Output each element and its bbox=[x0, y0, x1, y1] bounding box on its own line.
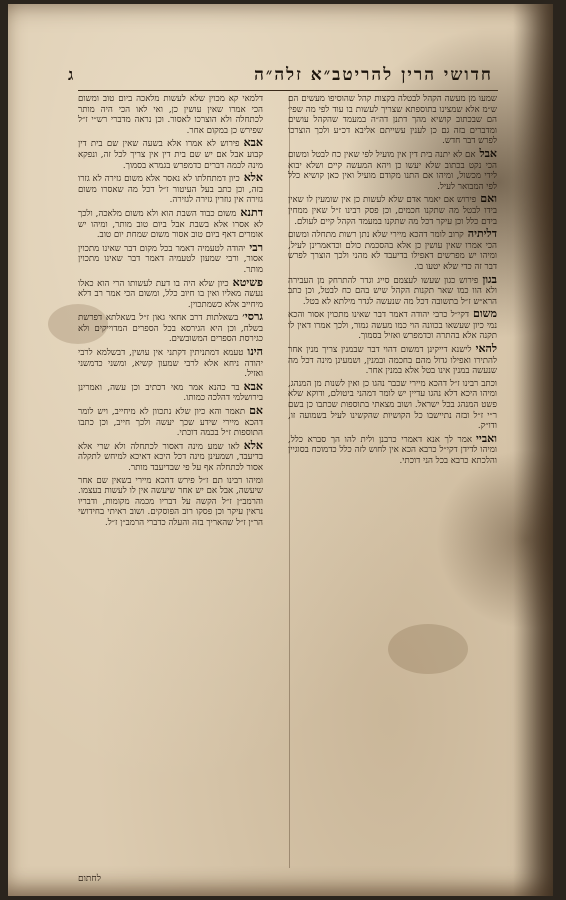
commentary-paragraph bbox=[78, 347, 263, 380]
lemma-heading: להאי bbox=[475, 342, 497, 356]
commentary-paragraph bbox=[288, 146, 497, 192]
lemma-heading: בגון bbox=[482, 272, 497, 286]
lemma-heading: רבי bbox=[249, 240, 263, 254]
commentary-paragraph bbox=[78, 379, 263, 404]
lemma-heading: אם bbox=[249, 404, 263, 418]
paragraph-text: כיון שלא היה בו דעת לעשותו הרי הוא כאלו נעשה מאליו ואין בו חיוב כלל, ומשום הכי אמר רב דלא מיחייב אלא כשמתכוין. bbox=[78, 278, 263, 310]
running-header bbox=[68, 62, 493, 88]
paragraph-text: שמעו מן מעשה הקהל לבטלה בקצות קהל שהוסיפו מעשים הם ש״מ אלא שמצינו בתוספתא שצריך לעשות בו עוד לפי מה שפי׳ הם שבכתוב קושיא מהך דתנן דה״ה במעמד שהקהל עושים ומדברים בזה גם כן לענין עשייתם אליבא דכ״ע ולכך הוצרכו לפרש דבר חדש. bbox=[288, 94, 497, 147]
paragraph-text: אמר לך אנא דאמרי כרבנן ולית להו הך סברא כלל, ומיהו לדידן דקי״ל כרבא הכא אין לחוש לזה כלל כדמוכח בסוגיין והלכתא כרבא בכל הני דוכתי. bbox=[288, 434, 497, 466]
paragraph-text: פירוש לא אמרו אלא בשעה שאין שם בית דין קבוע אבל אם יש שם בית דין אין צריך לכל זה, ונפקא מינה לכמה דברים כדמפרש בגמרא בסמוך. bbox=[78, 139, 263, 171]
lemma-heading: גרסי׳ bbox=[242, 310, 263, 324]
lemma-heading: אלא bbox=[243, 438, 263, 452]
commentary-paragraph bbox=[78, 406, 263, 439]
catchword: לחתום bbox=[78, 874, 101, 884]
commentary-paragraph bbox=[78, 94, 263, 136]
paragraph-text: קרוב לומר דהכא מיירי שלא נתן רשות מתחלה ומשום הכי אמרו שאין עושין כן אלא בהסכמת כולם וכדאמרינן לעיל, ומיהו יש מפרשים דאפילו בדיעבד לא מהני ולכך הוצרך לפרש דבר זה כדי שלא יטעו בו. bbox=[288, 230, 497, 272]
lemma-heading: משום bbox=[473, 307, 497, 321]
commentary-paragraph bbox=[288, 431, 497, 467]
commentary-paragraph bbox=[78, 438, 263, 474]
commentary-paragraph bbox=[78, 205, 263, 241]
header-rule bbox=[78, 90, 498, 91]
lemma-heading: פשיטא bbox=[232, 275, 263, 289]
commentary-paragraph bbox=[288, 344, 497, 377]
paragraph-text: בר כהנא אמר מאי דכתיב וכן עשה, ואמרינן בירושלמי דהלכה כמותו. bbox=[78, 382, 263, 404]
paragraph-text: כיון דמתחלתו לא נאסר אלא משום גזירה לא גזרו בזה, וכן כתב בעל העיטור ז״ל דכל מה שאסרו משום גזירה אין גוזרין גזירה לגזירה. bbox=[78, 174, 263, 206]
right-column bbox=[288, 94, 497, 870]
page-title: חדושי הרין להריטב״א זלה״ה bbox=[254, 65, 493, 85]
paragraph-text: דלמאי קא מכוין שלא לעשות מלאכה ביום טוב ומשום הכי אמרו שאין עושין כן, ואי לאו הכי היה מותר לכתחלה ולא הוצרכו לאסור. וכן נראה מדברי רש״י ז״ל שפירש כן במקום אחר. bbox=[78, 94, 263, 136]
paragraph-text: בשאלתות דרב אחאי גאון ז״ל בשאלתא דפרשת בשלח, וכן היא הגירסא בכל הספרים המדוייקים ולא כגירסת הספרים המשובשים. bbox=[78, 313, 263, 345]
left-column bbox=[78, 94, 263, 870]
commentary-paragraph bbox=[78, 138, 263, 171]
paragraph-text: יהודה לטעמיה דאמר בכל מקום דבר שאינו מתכוין אסור, ורבי שמעון לטעמיה דאמר דבר שאינו מתכוין מותר. bbox=[78, 243, 263, 275]
commentary-paragraph bbox=[78, 173, 263, 206]
folio-number: ג bbox=[68, 65, 74, 84]
paragraph-text: דקי״ל כרבי יהודה דאמר דבר שאינו מתכוין אסור והכא נמי כיון שעשאו בכוונה הוי כמו מעשה גמור, ולכך אמרו דאין לו תקנה אלא בהתרה וכדמפרש ואזיל בסמוך. bbox=[288, 310, 497, 342]
commentary-paragraph bbox=[288, 379, 497, 432]
lemma-heading: ואם bbox=[480, 192, 497, 206]
paragraph-text: וכתב רבינו ז״ל דהכא מיירי שכבר נהגו כן ואין לשנות מן המנהג, ומיהו היכא דלא נהגו עדיין יש לומר דמהני ביטולם, ודוקא שלא פשט המנהג בכל ישראל. ושוב מצאתי בתוספות שכתבו כן בשם ר״י ז״ל ובזה נתיישבו כל הקושיות שהקשינו לעיל בשמועה זו, ודו״ק. bbox=[288, 378, 497, 432]
paragraph-text: ומיהו רבינו תם ז״ל פירש דהכא מיירי בשאין שם אחר שיעשה, אבל אם יש אחר שיעשה אין לו לעשות בעצמו. והרמב״ן ז״ל הקשה על דבריו מכמה מקומות, ודבריו נראין עיקר וכן פסקו רוב הפוסקים. ושוב ראיתי בחידושי הר״ן ז״ל שהאריך בזה והעלה כדברי הרמב״ן ז״ל. bbox=[78, 475, 263, 528]
lemma-heading: אבל bbox=[479, 146, 497, 160]
commentary-paragraph bbox=[78, 476, 263, 529]
paragraph-text: לאו שמע מינה דאסור לכתחלה ולא שרי אלא בדיעבד, ושמעינן מינה דכל היכא דאיכא למיחש לתקלה אסור לכתחלה אף על פי שבדיעבד מותר. bbox=[78, 441, 263, 473]
commentary-paragraph bbox=[288, 272, 497, 308]
paragraph-text: אם לא יתנה בית דין אין מועיל לפי שאין כח לבטל ומשום הכי נקט בכתוב שלא יעשו כן ויהא המעשה קיים ושלא יבוא לידי מכשול, ומיהו אם התנו מקודם מועיל ואין כאן קושיא כלל לפי המבואר לעיל. bbox=[288, 149, 497, 192]
lemma-heading: דליתיה bbox=[467, 227, 497, 241]
commentary-paragraph bbox=[288, 309, 497, 342]
paragraph-text: משום כבוד השבת הוא ולא משום מלאכה, ולכך לא אסרו אלא בשבת אבל ביום טוב מותר, ומיהו יש אומרים דאף ביום טוב אסור משום שמחת יום טוב. bbox=[78, 208, 263, 241]
commentary-paragraph bbox=[78, 275, 263, 311]
commentary-paragraph bbox=[78, 240, 263, 276]
commentary-paragraph bbox=[288, 94, 497, 147]
lemma-heading: אבא bbox=[243, 136, 263, 150]
commentary-paragraph bbox=[78, 312, 263, 345]
paragraph-text: לישנא דייקינן דמשום דהוי דבר שבמנין צריך מנין אחר להתירו ואפילו גדול מהם בחכמה ובמנין, ושמעינן מינה דכל מה שנעשה במנין אינו בטל אלא במנין אחר. bbox=[288, 345, 497, 377]
manuscript-page bbox=[8, 4, 553, 896]
torn-page-edge bbox=[513, 4, 553, 896]
paragraph-text: פירוש אם יאמר אדם שלא לעשות כן אין שומעין לו שאין בידו לבטל מה שתקנו חכמים, וכן פסק רבינו ז״ל שאין ממחין בידם כלל וכן עיקר דכל מה שתקנו במעמד הקהל קיים לעולם. bbox=[288, 195, 497, 227]
commentary-paragraph bbox=[288, 229, 497, 272]
paragraph-text: טעמא דמתניתין דקתני אין עושין, דבשלמא לרבי יהודה ניחא אלא לרבי שמעון קשיא, ומשני כדמשני ואזיל. bbox=[78, 348, 263, 380]
lemma-heading: ואביי bbox=[476, 431, 497, 445]
paragraph-text: תאמר והא כיון שלא נתכוון לא מיחייב, ויש לומר דהכא מיירי שידע שכך יעשה ולכך חייב, וכן כתבו התוספות ז״ל בכמה דוכתי. bbox=[78, 407, 263, 439]
lemma-heading: דתנא bbox=[240, 205, 263, 219]
column-divider bbox=[289, 96, 290, 868]
commentary-paragraph bbox=[288, 194, 497, 227]
lemma-heading: הינו bbox=[247, 345, 263, 359]
paragraph-text: פירוש כגון שעשו לעצמם סייג וגדר להתרחק מן העבירה ולא הוו כמו שאר תקנות הקהל שיש בהם כח לבטל, וכן כתב הרא״ש ז״ל בתשובה דכל מה שנעשה לגדר מילתא לא בטל. bbox=[288, 275, 497, 307]
lemma-heading: אבא bbox=[243, 379, 263, 393]
lemma-heading: אלא bbox=[243, 171, 263, 185]
